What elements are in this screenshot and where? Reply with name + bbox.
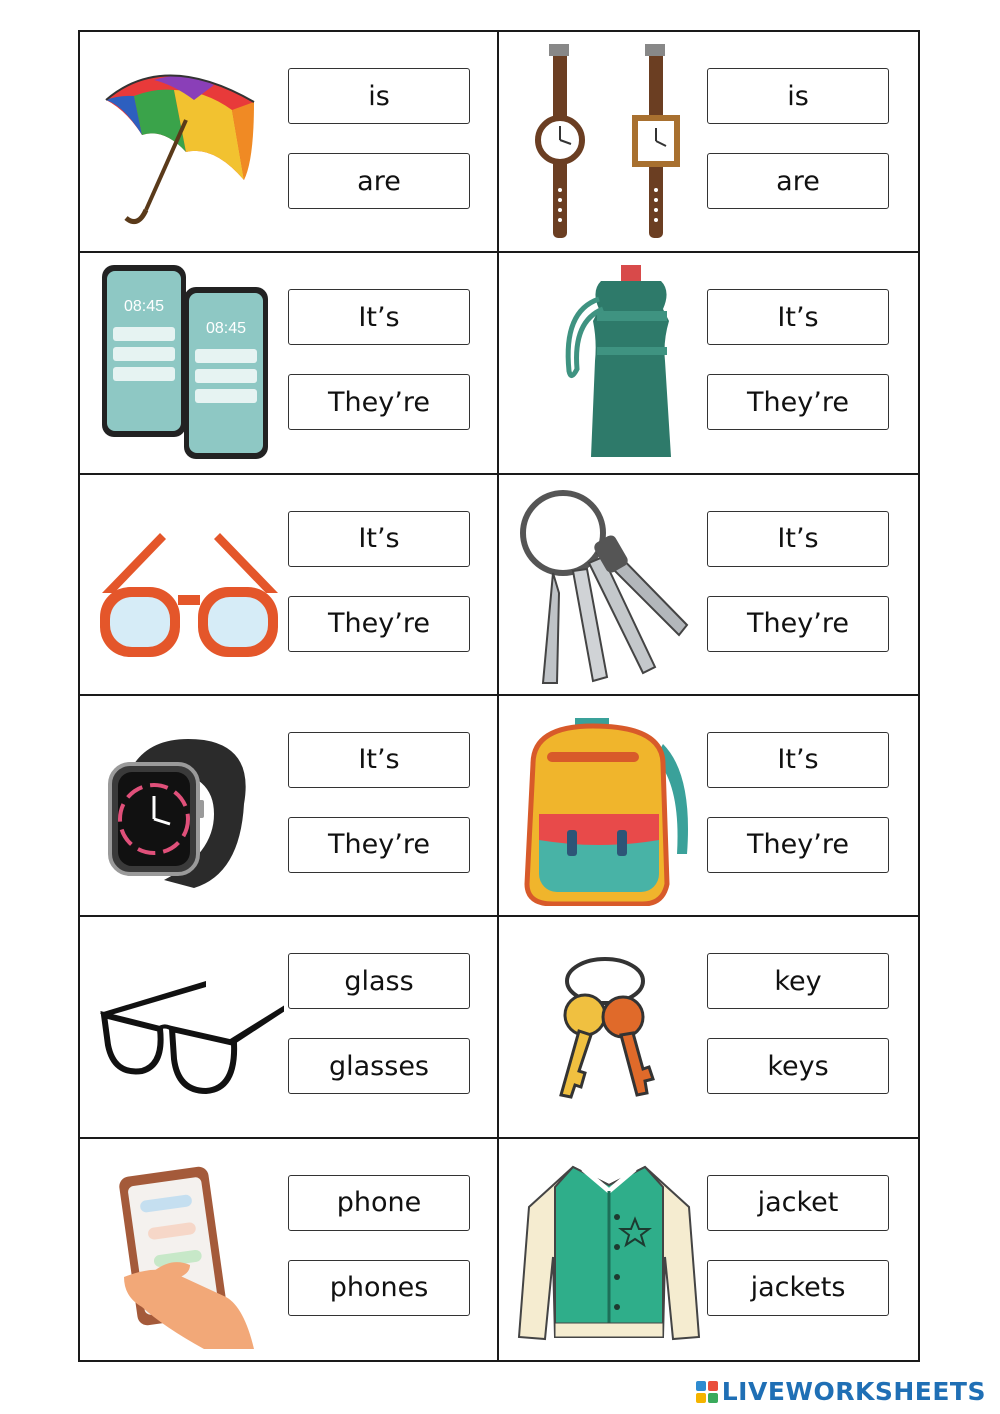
option-box[interactable]: phones xyxy=(288,1260,470,1316)
watches-icon xyxy=(513,40,703,242)
keyring-icon xyxy=(513,483,703,685)
phones-icon xyxy=(94,261,284,463)
card-sunglasses xyxy=(80,475,499,696)
card-eyeglasses xyxy=(80,917,499,1138)
umbrella-icon xyxy=(94,40,284,242)
option-box[interactable]: jacket xyxy=(707,1175,889,1231)
liveworksheets-logo-icon xyxy=(696,1381,718,1403)
card-backpack xyxy=(499,696,918,917)
option-box[interactable]: key xyxy=(707,953,889,1009)
eyeglasses-icon xyxy=(94,925,284,1127)
hand-phone-icon xyxy=(94,1147,284,1349)
option-box[interactable]: It’s xyxy=(288,289,470,345)
water-bottle-icon xyxy=(513,261,703,463)
option-box[interactable]: They’re xyxy=(288,817,470,873)
card-umbrella xyxy=(80,32,499,253)
sunglasses-icon xyxy=(94,483,284,685)
option-box[interactable]: They’re xyxy=(288,596,470,652)
option-box[interactable]: are xyxy=(288,153,470,209)
option-box[interactable]: keys xyxy=(707,1038,889,1094)
phone-time-text: 08:45 xyxy=(205,320,247,338)
card-smartwatch xyxy=(80,696,499,917)
option-box[interactable]: It’s xyxy=(288,511,470,567)
option-box[interactable]: It’s xyxy=(707,511,889,567)
backpack-icon xyxy=(513,704,703,906)
keys-icon xyxy=(513,925,703,1127)
option-box[interactable]: are xyxy=(707,153,889,209)
option-box[interactable]: They’re xyxy=(707,596,889,652)
option-box[interactable]: They’re xyxy=(707,374,889,430)
card-hand-phone xyxy=(80,1139,499,1360)
phone-time-text: 08:45 xyxy=(123,298,165,316)
worksheet-grid xyxy=(78,30,920,1362)
option-box[interactable]: They’re xyxy=(707,817,889,873)
option-box[interactable]: glasses xyxy=(288,1038,470,1094)
option-box[interactable]: phone xyxy=(288,1175,470,1231)
card-jacket xyxy=(499,1139,918,1360)
brand-name: LIVEWORKSHEETS xyxy=(721,1377,986,1406)
smartwatch-icon xyxy=(94,704,284,906)
card-phones xyxy=(80,253,499,474)
option-box[interactable]: is xyxy=(288,68,470,124)
card-keys xyxy=(499,917,918,1138)
option-box[interactable]: jackets xyxy=(707,1260,889,1316)
card-watches xyxy=(499,32,918,253)
option-box[interactable]: It’s xyxy=(707,732,889,788)
option-box[interactable]: They’re xyxy=(288,374,470,430)
option-box[interactable]: It’s xyxy=(288,732,470,788)
option-box[interactable]: glass xyxy=(288,953,470,1009)
card-keyring xyxy=(499,475,918,696)
option-box[interactable]: is xyxy=(707,68,889,124)
footer-brand xyxy=(696,1377,986,1406)
card-water-bottle xyxy=(499,253,918,474)
jacket-icon xyxy=(513,1147,703,1349)
option-box[interactable]: It’s xyxy=(707,289,889,345)
